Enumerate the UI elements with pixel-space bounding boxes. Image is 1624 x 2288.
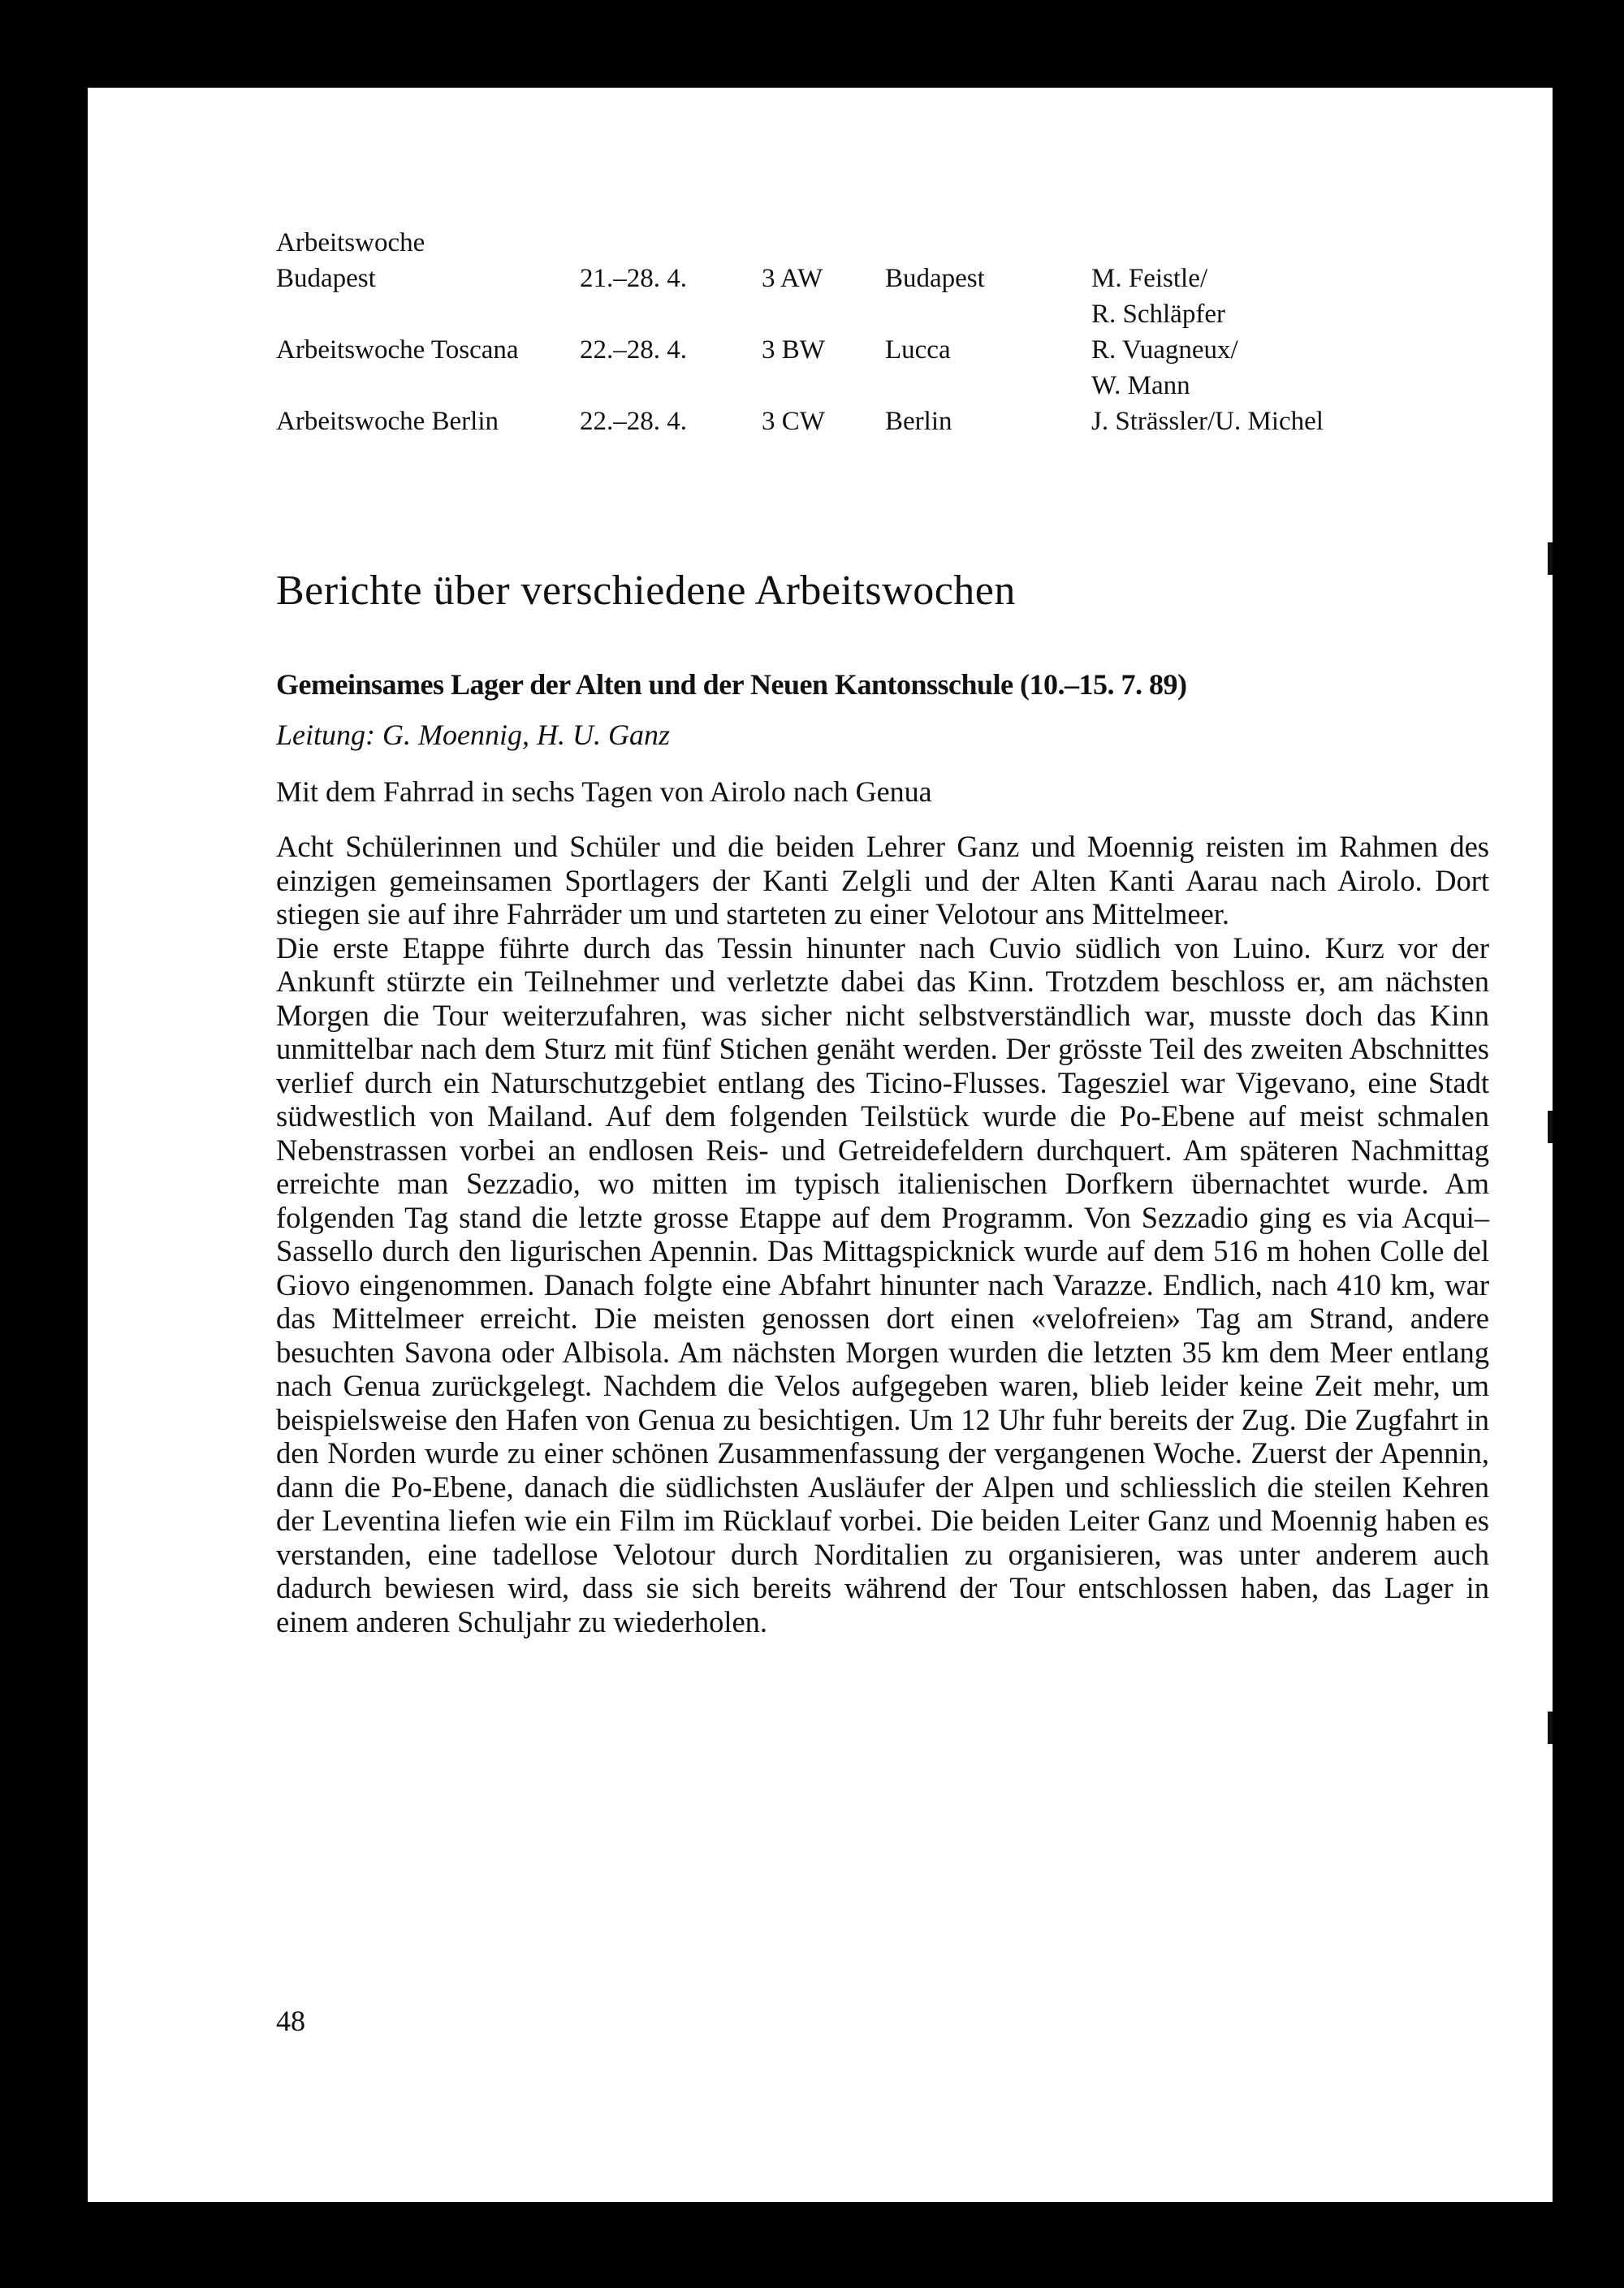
schedule-title: Arbeitswoche Berlin (276, 407, 499, 436)
schedule-class: 3 BW (762, 335, 825, 365)
schedule-leader: R. Vuagneux/ (1091, 335, 1238, 365)
schedule-title: Budapest (276, 264, 376, 293)
schedule-date: 21.–28. 4. (580, 264, 687, 293)
schedule-title: Arbeitswoche Toscana (276, 335, 519, 365)
article-body (276, 830, 1489, 1638)
schedule-place: Lucca (885, 335, 951, 365)
schedule-leader: M. Feistle/ (1091, 264, 1208, 293)
scan-edge-mark (1548, 1712, 1553, 1744)
schedule-place: Berlin (885, 407, 952, 436)
schedule-class: 3 AW (762, 264, 823, 293)
document-page (88, 88, 1553, 2202)
scan-edge-mark (1548, 1111, 1553, 1143)
article-leader: Leitung: G. Moennig, H. U. Ganz (276, 719, 670, 751)
schedule-leader: J. Strässler/U. Michel (1091, 407, 1324, 436)
schedule-leader: R. Schläpfer (1091, 300, 1225, 329)
scan-edge-mark (1548, 542, 1553, 575)
paragraph: Die erste Etappe führte durch das Tessin hinunter nach Cuvio südlich von Luino. Kurz vor der Ankunft stürzte ein Teilnehmer und verletzte dabei das Kinn. Trotzdem beschloss er, am nächsten Morgen die Tour weiterzufahren, was sicher nicht selbstverständlich war, musste doch das Kinn unmittelbar nach dem Sturz mit fünf Stichen genäht werden. Der grösste Teil des zweiten Abschnittes verlief durch ein Naturschutzgebiet entlang des Ticino-Flusses. Tagesziel war Vigevano, eine Stadt südwestlich von Mailand. Auf dem folgenden Teilstück wurde die Po-Ebene auf meist schmalen Nebenstrassen vorbei an endlosen Reis- und Getreidefeldern durchquert. Am späteren Nachmittag erreichte man Sezzadio, wo mitten im typisch italienischen Dorfkern übernachtet wurde. Am folgenden Tag stand die letzte grosse Etappe auf dem Programm. Von Sezzadio ging es via Acqui–Sassello durch den ligurischen Apennin. Das Mittagspicknick wurde auf dem 516 m hohen Colle del Giovo eingenommen. Danach folgte eine Abfahrt hinunter nach Varazze. Endlich, nach 410 km, war das Mittelmeer erreicht. Die meisten genossen dort einen «velofreien» Tag am Strand, andere besuchten Savona oder Albisola. Am nächsten Morgen wurden die letzten 35 km dem Meer entlang nach Genua zurückgelegt. Nachdem die Velos aufgegeben waren, blieb leider keine Zeit mehr, um beispielsweise den Hafen von Genua zu besichtigen. Um 12 Uhr fuhr bereits der Zug. Die Zugfahrt in den Norden wurde zu einer schönen Zusammenfassung der vergangenen Woche. Zuerst der Apennin, dann die Po-Ebene, danach die südlichsten Ausläufer der Alpen und schliesslich die steilen Kehren der Leventina liefen wie ein Film im Rücklauf vorbei. Die beiden Leiter Ganz und Moennig haben es verstanden, eine tadellose Velotour durch Norditalien zu organisieren, was unter anderem auch dadurch bewiesen wird, dass sie sich bereits während der Tour entschlossen haben, das Lager in einem anderen Schuljahr zu wiederholen. (276, 930, 1489, 1638)
article-subtitle: Mit dem Fahrrad in sechs Tagen von Airolo nach Genua (276, 775, 932, 808)
section-heading: Berichte über verschiedene Arbeitswochen (276, 568, 1016, 614)
page-number: 48 (276, 2005, 305, 2037)
schedule-date: 22.–28. 4. (580, 407, 687, 436)
article-title: Gemeinsames Lager der Alten und der Neuen Kantonsschule (10.–15. 7. 89) (276, 668, 1187, 701)
schedule-date: 22.–28. 4. (580, 335, 687, 365)
schedule-leader: W. Mann (1091, 371, 1190, 400)
schedule-title: Arbeitswoche (276, 228, 425, 257)
schedule-class: 3 CW (762, 407, 825, 436)
schedule-place: Budapest (885, 264, 985, 293)
paragraph: Acht Schülerinnen und Schüler und die beiden Lehrer Ganz und Moennig reisten im Rahmen des einzigen gemeinsamen Sportlagers der Kanti Zelgli und der Alten Kanti Aarau nach Airolo. Dort stiegen sie auf ihre Fahrräder um und starteten zu einer Velotour ans Mittelmeer. (276, 830, 1489, 930)
